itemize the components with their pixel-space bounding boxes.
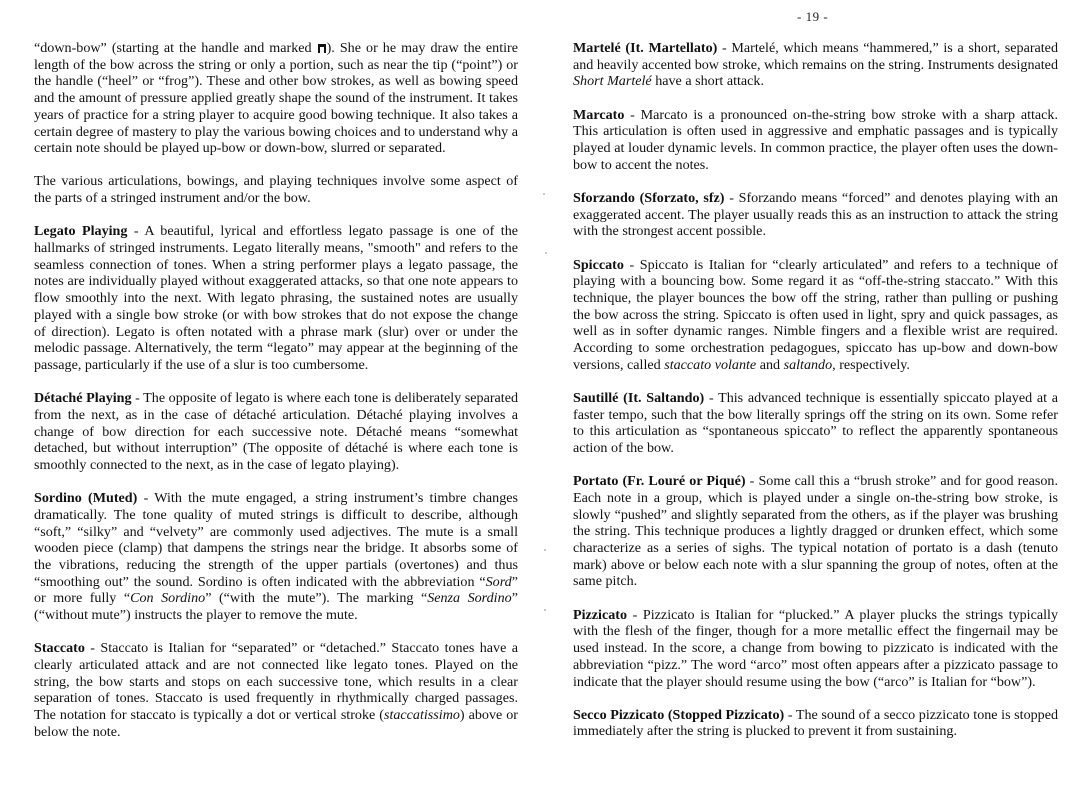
sforzando-paragraph bbox=[573, 190, 1058, 240]
spiccato-text: and bbox=[756, 356, 784, 373]
staccato-term: Staccato bbox=[34, 640, 85, 657]
scan-speck bbox=[543, 193, 545, 195]
down-bow-symbol-icon bbox=[318, 44, 326, 53]
portato-text: - Some call this a “brush stroke” and for good reason. Each note in a group, which is played under a single on-the-string bow stroke, is slowly “pushed” and slightly separated from the others, as if the player was brushing the string. This technique produces a lightly dragged or drunken effect, which some characterize as a series of sighs. The typical notation of portato is a dash (tenuto mark) above or below each note with a slur spanning the group of notes, often at the same pitch. bbox=[573, 473, 1058, 590]
spiccato-term: Spiccato bbox=[573, 256, 624, 273]
sordino-paragraph bbox=[34, 490, 518, 624]
legato-paragraph bbox=[34, 223, 518, 373]
sautille-paragraph bbox=[573, 390, 1058, 457]
intro-text-2: ). She or he may draw the entire length of the bow across the string or only a portion, such as near the tip (“point”) or the handle (“heel” or “frog”). These and other bow strokes, as well as bowing speed and the amount of pressure applied greatly shape the sound of the instrument. It takes years of practice for a string player to acquire good bowing technique. It also takes a certain degree of mastery to play the various bowing choices and to understand why a certain note should be played up-bow or down-bow, slurred or separated. bbox=[34, 40, 518, 157]
marcato-text: - Marcato is a pronounced on-the-string bow stroke with a sharp attack. This articulation is often used in aggressive and emphatic passages and is typically played at louder dynamic levels. In common practice, the player often uses the down-bow to accent the notes. bbox=[573, 106, 1058, 173]
spiccato-text: - Spiccato is Italian for “clearly articulated” and refers to a technique of playing with a bouncing bow. Some regard it as “off-the-string staccato.” With this technique, the player bounces the bow off the string, rather than pulling or pushing the bow across the string. Spiccato is often used in light, spry and quick passages, as well as in softer dynamic ranges. Nimble fingers and a flexible wrist are required. According to some orchestration pedagogues, spiccato has up-bow and down-bow versions, called bbox=[573, 256, 1058, 373]
martele-paragraph bbox=[573, 40, 1058, 90]
detache-term: Détaché Playing bbox=[34, 390, 132, 407]
legato-text: - A beautiful, lyrical and effortless legato passage is one of the hallmarks of stringed instruments. Legato literally means, "smooth" and refers to the seamless connection of tones. When a string performer plays a legato passage, the notes are individually played without exaggerated attacks, so that one note appears to flow smoothly into the next. With legato phrasing, the sustained notes are usually played with a single bow stroke (or with bow strokes that do not expose the change of direction). Legato is often notated with a phrase mark (slur) over or under the melodic passage. Alternatively, the term “legato” may appear at the beginning of the passage, particularly if the use of a slur is too cumbersome. bbox=[34, 223, 518, 373]
intro-text-1: “down-bow” (starting at the handle and marked bbox=[34, 40, 317, 56]
intro-paragraph bbox=[34, 40, 518, 157]
legato-term: Legato Playing bbox=[34, 223, 128, 240]
detache-text: - The opposite of legato is where each tone is deliberately separated from the next, as in the case of détaché articulation. Détaché playing involves a change of bow direction for each successive note. Détaché means “somewhat detached, but without interruption” (The opposite of détaché is where each tone is smoothly connected to the next, as in the case of legato playing). bbox=[34, 390, 519, 473]
pizzicato-term: Pizzicato bbox=[573, 606, 627, 623]
sordino-italic: Sord bbox=[485, 573, 512, 590]
detache-paragraph bbox=[34, 390, 518, 474]
pizzicato-paragraph bbox=[573, 607, 1058, 691]
left-column bbox=[34, 40, 518, 757]
spiccato-italic: staccato volante bbox=[664, 356, 757, 373]
sordino-text: ” or more fully “ bbox=[34, 573, 518, 607]
portato-term: Portato (Fr. Louré or Piqué) bbox=[573, 473, 746, 490]
spiccato-text: , respectively. bbox=[832, 356, 910, 373]
sordino-italic: Senza Sordino bbox=[427, 590, 512, 607]
right-column bbox=[573, 40, 1058, 757]
portato-paragraph bbox=[573, 473, 1058, 590]
secco-pizzicato-term: Secco Pizzicato (Stopped Pizzicato) bbox=[573, 706, 785, 723]
scan-speck bbox=[544, 609, 546, 611]
marcato-term: Marcato bbox=[573, 106, 625, 123]
sforzando-text: - Sforzando means “forced” and denotes playing with an exaggerated accent. The player usually reads this as an instruction to attack the string with the strongest accent possible. bbox=[573, 189, 1058, 240]
martele-text: have a short attack. bbox=[651, 73, 764, 90]
martele-italic: Short Martelé bbox=[573, 73, 652, 90]
secco-pizzicato-text: - The sound of a secco pizzicato tone is stopped immediately after the string is plucked to prevent it from sustaining. bbox=[573, 706, 1059, 740]
sordino-text: ” (“without mute”) instructs the player to remove the mute. bbox=[34, 590, 518, 624]
sforzando-term: Sforzando (Sforzato, sfz) bbox=[573, 189, 725, 206]
spiccato-paragraph bbox=[573, 257, 1058, 374]
staccato-italic: staccatissimo bbox=[383, 707, 460, 724]
page-number: - 19 - bbox=[797, 9, 829, 24]
sordino-italic: Con Sordino bbox=[130, 590, 206, 607]
staccato-paragraph bbox=[34, 640, 518, 740]
marcato-paragraph bbox=[573, 107, 1058, 174]
sordino-text: - With the mute engaged, a string instrument’s timbre changes dramatically. The tone quality of muted strings is difficult to describe, although “soft,” “silky” and “velvety” are commonly used adjectives. The mute is a small wooden piece (clamp) that dampens the strings near the bridge. It absorbs some of the vibrations, reducing the strength of the upper partials (overtones) and thus “smoothing out” the sound. Sordino is often indicated with the abbreviation “ bbox=[34, 490, 518, 590]
summary-paragraph: The various articulations, bowings, and playing techniques involve some aspect of the parts of a stringed instrument and/or the bow. bbox=[34, 173, 518, 207]
sordino-term: Sordino (Muted) bbox=[34, 490, 138, 507]
staccato-text: - Staccato is Italian for “separated” or “detached.” Staccato tones have a clearly articulated attack and are not connected like legato tones. Played on the string, the bow starts and stops on each successive tone, which results in a clear separation of tones. Staccato is used frequently in rhythmically charged passages. The notation for staccato is typically a dot or vertical stroke ( bbox=[34, 640, 518, 724]
staccato-text: ) above or below the note. bbox=[34, 707, 518, 740]
sordino-text: ” (“with the mute”). The marking “ bbox=[205, 590, 428, 607]
spiccato-italic: saltando bbox=[783, 356, 833, 373]
martele-term: Martelé (It. Martellato) bbox=[573, 40, 718, 56]
secco-pizzicato-paragraph bbox=[573, 707, 1058, 740]
martele-text: - Martelé, which means “hammered,” is a short, separated and heavily accented bow stroke, which remains on the string. Instruments designated bbox=[573, 40, 1058, 73]
scan-speck bbox=[545, 252, 547, 254]
scan-speck bbox=[544, 549, 546, 551]
pizzicato-text: - Pizzicato is Italian for “plucked.” A player plucks the strings typically with the flesh of the finger, though for a more metallic effect the fingernail may be used instead. In the score, a change from bowing to pizzicato is indicated with the abbreviation “pizz.” The word “arco” most often appears after a pizzicato passage to indicate that the player should resume using the bow (“arco” is Italian for “bow”). bbox=[573, 606, 1058, 690]
sautille-term: Sautillé (It. Saltando) bbox=[573, 389, 705, 406]
sautille-text: - This advanced technique is essentially spiccato played at a faster tempo, such that the bow literally springs off the string on its own. Some refer to this articulation as “spontaneous spiccato” to reflect the apparently spontaneous action of the bow. bbox=[573, 389, 1058, 457]
